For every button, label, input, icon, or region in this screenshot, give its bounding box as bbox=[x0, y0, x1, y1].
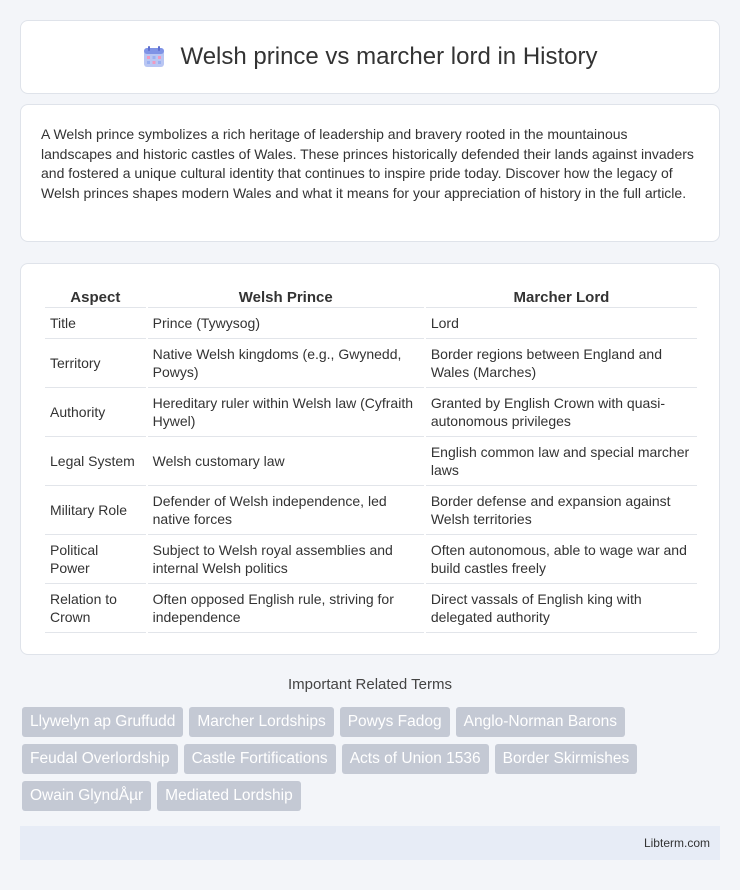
related-term-tag[interactable]: Owain GlyndÅµr bbox=[22, 781, 151, 811]
table-row bbox=[45, 308, 697, 339]
table-row bbox=[45, 535, 697, 584]
related-terms-list bbox=[22, 707, 722, 811]
related-terms-title: Important Related Terms bbox=[288, 676, 452, 693]
related-term-tag[interactable]: Castle Fortifications bbox=[184, 744, 336, 774]
marcher-lord-cell: Border regions between England and Wales (Marches) bbox=[426, 339, 697, 388]
header-welsh-prince: Welsh Prince bbox=[148, 284, 424, 308]
table-row bbox=[45, 388, 697, 437]
welsh-prince-cell: Native Welsh kingdoms (e.g., Gwynedd, Powys) bbox=[148, 339, 424, 388]
related-term-tag[interactable]: Mediated Lordship bbox=[157, 781, 301, 811]
header-aspect: Aspect bbox=[45, 284, 146, 308]
welsh-prince-cell: Hereditary ruler within Welsh law (Cyfraith Hywel) bbox=[148, 388, 424, 437]
aspect-cell: Political Power bbox=[45, 535, 146, 584]
table-header-row bbox=[45, 284, 697, 308]
page-title: Welsh prince vs marcher lord in History bbox=[180, 43, 598, 70]
welsh-prince-cell: Often opposed English rule, striving for independence bbox=[148, 584, 424, 633]
aspect-cell: Title bbox=[45, 308, 146, 339]
table-row bbox=[45, 486, 697, 535]
related-term-tag[interactable]: Llywelyn ap Gruffudd bbox=[22, 707, 183, 737]
related-term-tag[interactable]: Marcher Lordships bbox=[189, 707, 333, 737]
marcher-lord-cell: Granted by English Crown with quasi-autonomous privileges bbox=[426, 388, 697, 437]
marcher-lord-cell: English common law and special marcher laws bbox=[426, 437, 697, 486]
related-term-tag[interactable]: Acts of Union 1536 bbox=[342, 744, 489, 774]
marcher-lord-cell: Often autonomous, able to wage war and build castles freely bbox=[426, 535, 697, 584]
marcher-lord-cell: Border defense and expansion against Welsh territories bbox=[426, 486, 697, 535]
related-term-tag[interactable]: Border Skirmishes bbox=[495, 744, 638, 774]
related-term-tag[interactable]: Anglo-Norman Barons bbox=[456, 707, 625, 737]
aspect-cell: Relation to Crown bbox=[45, 584, 146, 633]
related-term-tag[interactable]: Powys Fadog bbox=[340, 707, 450, 737]
intro-text: A Welsh prince symbolizes a rich heritage of leadership and bravery rooted in the mountainous landscapes and historic castles of Wales. These princes historically defended their lands against invaders and fostered a unique cultural identity that continues to inspire pride today. Discover how the legacy of Welsh princes shapes modern Wales and what it means for your appreciation of history in the full article. bbox=[41, 126, 694, 201]
comparison-table bbox=[43, 284, 699, 633]
welsh-prince-cell: Subject to Welsh royal assemblies and internal Welsh politics bbox=[148, 535, 424, 584]
header-marcher-lord: Marcher Lord bbox=[426, 284, 697, 308]
aspect-cell: Authority bbox=[45, 388, 146, 437]
related-term-tag[interactable]: Feudal Overlordship bbox=[22, 744, 178, 774]
aspect-cell: Legal System bbox=[45, 437, 146, 486]
calendar-icon bbox=[142, 45, 166, 69]
table-row bbox=[45, 437, 697, 486]
intro-card bbox=[20, 104, 720, 242]
footer-site-link[interactable]: Libterm.com bbox=[643, 836, 710, 850]
welsh-prince-cell: Prince (Tywysog) bbox=[148, 308, 424, 339]
marcher-lord-cell: Lord bbox=[426, 308, 697, 339]
table-row bbox=[45, 339, 697, 388]
welsh-prince-cell: Welsh customary law bbox=[148, 437, 424, 486]
footer bbox=[20, 826, 720, 860]
comparison-card bbox=[20, 263, 720, 655]
aspect-cell: Territory bbox=[45, 339, 146, 388]
welsh-prince-cell: Defender of Welsh independence, led native forces bbox=[148, 486, 424, 535]
table-row bbox=[45, 584, 697, 633]
title-card bbox=[20, 20, 720, 94]
aspect-cell: Military Role bbox=[45, 486, 146, 535]
marcher-lord-cell: Direct vassals of English king with delegated authority bbox=[426, 584, 697, 633]
